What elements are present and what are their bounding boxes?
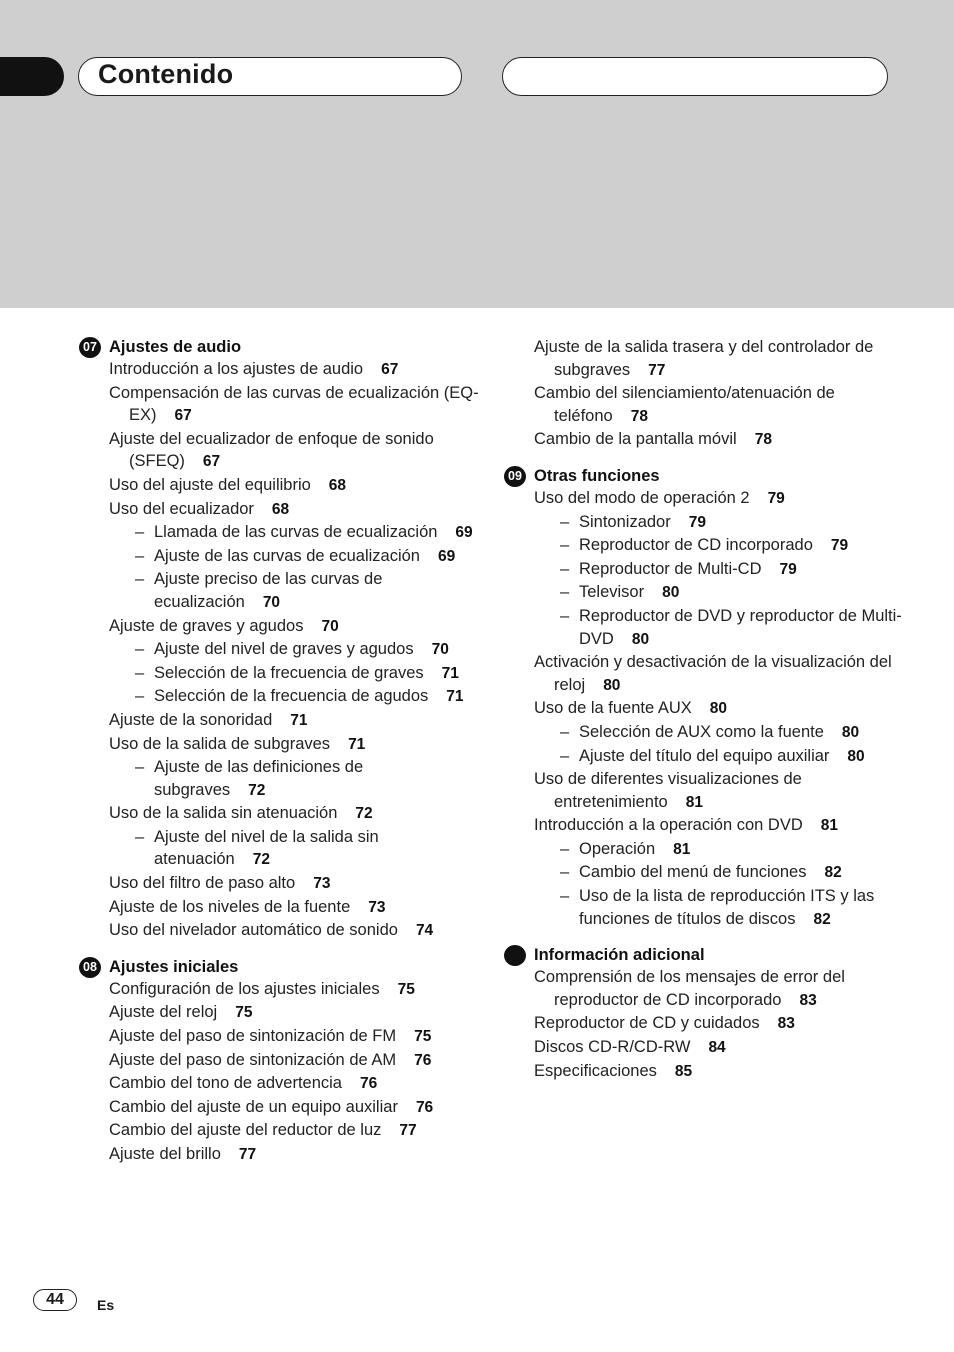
entry-page-number: 79 (830, 537, 849, 555)
entry-page-number: 71 (446, 688, 464, 706)
entry-page-number: 80 (847, 747, 865, 765)
dash-marker: – (560, 863, 570, 882)
entry-text: Selección de AUX como la fuente (579, 722, 824, 741)
entry-text: Uso del nivelador automático de sonido (109, 921, 398, 940)
section-title: Ajustes de audio (109, 338, 242, 356)
toc-entry (504, 487, 904, 511)
entry-text: Ajuste del ecualizador de enfoque de sonido (SFEQ) (109, 429, 434, 471)
entry-text: Sintonizador (579, 512, 671, 531)
entry-text: Uso de la salida de subgraves (109, 734, 331, 753)
entry-page-number: 78 (754, 431, 772, 449)
toc-subentry (79, 638, 479, 662)
entry-text: Ajuste del reloj (109, 1003, 218, 1022)
entry-text: Reproductor de Multi-CD (579, 559, 762, 578)
entry-page-number: 81 (820, 817, 838, 835)
dash-marker: – (135, 758, 145, 777)
entry-page-number: 72 (248, 781, 266, 799)
chapter-number-badge: 08 (79, 957, 101, 978)
entry-page-number: 76 (415, 1098, 434, 1116)
dash-marker: – (135, 827, 145, 846)
entry-text: Discos CD-R/CD-RW (534, 1038, 691, 1057)
entry-page-number: 68 (328, 476, 347, 494)
dash-marker: – (560, 559, 570, 578)
entry-text: Ajuste de graves y agudos (109, 616, 304, 635)
entry-page-number: 75 (397, 980, 415, 998)
entry-text: Selección de la frecuencia de graves (154, 663, 424, 682)
toc-entry (79, 474, 479, 498)
toc-entry (504, 336, 904, 382)
entry-page-number: 81 (685, 793, 703, 811)
entry-text: Cambio del tono de advertencia (109, 1074, 342, 1093)
toc-right-column (504, 336, 904, 1096)
entry-page-number: 80 (631, 630, 650, 648)
entry-text: Televisor (579, 583, 645, 602)
entry-page-number: 77 (238, 1146, 257, 1163)
toc-entry (79, 896, 479, 920)
entry-text: Llamada de las curvas de ecualización (154, 523, 438, 542)
entry-text: Ajuste de las curvas de ecualización (154, 546, 420, 565)
toc-section (504, 465, 904, 931)
toc-entry (79, 428, 479, 474)
entry-page-number: 71 (290, 711, 308, 729)
toc-entry (79, 872, 479, 896)
entry-page-number: 82 (813, 910, 831, 928)
entry-text: Especificaciones (534, 1061, 657, 1080)
dash-marker: – (560, 839, 570, 858)
chapter-number-badge: 09 (504, 466, 526, 487)
toc-subentry (504, 721, 904, 745)
entry-page-number: 79 (779, 560, 797, 578)
toc-subentry (504, 861, 904, 885)
toc-subentry (504, 581, 904, 605)
entry-page-number: 79 (688, 513, 706, 531)
toc-subentry (504, 745, 904, 769)
entry-page-number: 69 (437, 547, 456, 565)
toc-subentry (504, 534, 904, 558)
toc-entry (79, 1143, 479, 1167)
dash-marker: – (560, 583, 570, 602)
entry-text: Reproductor de CD incorporado (579, 536, 813, 555)
toc-subentry (79, 568, 479, 614)
toc-entry (504, 1036, 904, 1060)
section-heading (504, 465, 904, 487)
toc-subentry (504, 838, 904, 862)
entry-page-number: 80 (662, 584, 680, 602)
section-tab-marker (0, 57, 64, 96)
entry-page-number: 80 (841, 723, 860, 741)
dash-marker: – (560, 512, 570, 531)
entry-page-number: 67 (174, 407, 192, 425)
page-number: 44 (33, 1289, 77, 1311)
entry-text: Uso de la fuente AUX (534, 699, 692, 718)
toc-subentry (504, 605, 904, 651)
toc-entry (504, 1060, 904, 1084)
toc-left-column (79, 336, 479, 1180)
entry-text: Cambio de la pantalla móvil (534, 430, 737, 449)
toc-entry (79, 358, 479, 382)
toc-subentry (504, 558, 904, 582)
toc-entry (79, 1025, 479, 1049)
section-heading (504, 944, 904, 966)
dash-marker: – (135, 523, 145, 542)
entry-page-number: 75 (414, 1028, 432, 1046)
entry-page-number: 83 (799, 991, 817, 1009)
dash-marker: – (135, 663, 145, 682)
entry-page-number: 80 (709, 700, 728, 718)
entry-page-number: 78 (630, 407, 648, 425)
toc-entry (504, 768, 904, 814)
entry-text: Ajuste del paso de sintonización de FM (109, 1027, 397, 1046)
entry-text: Cambio del menú de funciones (579, 863, 807, 882)
chapter-number-badge: 07 (79, 337, 101, 358)
toc-entry (79, 919, 479, 943)
toc-subentry (504, 511, 904, 535)
toc-entry (79, 1072, 479, 1096)
entry-page-number: 85 (674, 1062, 693, 1080)
empty-header-box (502, 57, 888, 96)
dash-marker: – (135, 640, 145, 659)
entry-page-number: 73 (368, 898, 386, 916)
entry-text: Ajuste del nivel de la salida sin atenuación (154, 827, 379, 869)
entry-page-number: 77 (399, 1122, 417, 1140)
entry-page-number: 75 (235, 1004, 253, 1022)
entry-text: Uso del filtro de paso alto (109, 874, 296, 893)
dash-marker: – (560, 536, 570, 555)
entry-page-number: 71 (348, 735, 366, 753)
entry-text: Reproductor de CD y cuidados (534, 1014, 760, 1033)
toc-subentry (79, 756, 479, 802)
toc-entry (79, 1119, 479, 1143)
toc-subentry (79, 521, 479, 545)
entry-text: Selección de la frecuencia de agudos (154, 687, 429, 706)
dash-marker: – (135, 687, 145, 706)
entry-text: Ajuste del título del equipo auxiliar (579, 746, 830, 765)
section-title: Otras funciones (534, 466, 660, 485)
header-band (0, 0, 954, 308)
entry-page-number: 76 (359, 1075, 378, 1093)
entry-text: Introducción a la operación con DVD (534, 816, 803, 835)
toc-entry (79, 978, 479, 1002)
toc-entry (79, 1096, 479, 1120)
dash-marker: – (135, 546, 145, 565)
entry-page-number: 71 (441, 664, 459, 682)
entry-text: Introducción a los ajustes de audio (109, 360, 364, 378)
entry-text: Ajuste del paso de sintonización de AM (109, 1050, 397, 1069)
entry-page-number: 82 (824, 864, 842, 882)
entry-text: Ajuste del brillo (109, 1145, 221, 1163)
toc-section (79, 956, 479, 1167)
entry-text: Ajuste del nivel de graves y agudos (154, 640, 414, 659)
toc-subentry (79, 685, 479, 709)
entry-page-number: 69 (455, 524, 473, 542)
entry-text: Ajuste de la salida trasera y del controlador de subgraves (534, 338, 874, 379)
toc-entry (79, 1001, 479, 1025)
toc-entry (79, 802, 479, 826)
toc-entry (504, 382, 904, 428)
toc-subentry (504, 885, 904, 931)
toc-entry (79, 615, 479, 639)
entry-page-number: 80 (603, 676, 621, 694)
entry-page-number: 83 (777, 1015, 795, 1033)
entry-page-number: 74 (415, 922, 434, 940)
entry-text: Uso del ajuste del equilibrio (109, 475, 311, 494)
entry-text: Ajuste de los niveles de la fuente (109, 897, 351, 916)
toc-subentry (79, 545, 479, 569)
toc-entry (504, 697, 904, 721)
section-title: Información adicional (534, 946, 705, 965)
entry-text: Uso de diferentes visualizaciones de entretenimiento (534, 770, 802, 811)
toc-entry (504, 966, 904, 1012)
toc-entry (79, 709, 479, 733)
entry-text: Cambio del ajuste del reductor de luz (109, 1121, 382, 1140)
entry-text: Reproductor de DVD y reproductor de Multi-DVD (579, 606, 902, 648)
toc-subentry (79, 662, 479, 686)
toc-subentry (79, 826, 479, 872)
entry-text: Uso de la lista de reproducción ITS y las funciones de títulos de discos (579, 887, 875, 928)
dash-marker: – (560, 887, 570, 906)
entry-page-number: 72 (252, 851, 270, 869)
section-title: Ajustes iniciales (109, 957, 239, 976)
toc-entry (79, 1049, 479, 1073)
dash-marker: – (135, 570, 145, 589)
entry-page-number: 77 (648, 361, 666, 379)
toc-entry (504, 651, 904, 697)
toc-entry (79, 382, 479, 428)
entry-text: Comprensión de los mensajes de error del reproductor de CD incorporado (534, 968, 845, 1009)
entry-page-number: 72 (355, 805, 373, 823)
dash-marker: – (560, 722, 570, 741)
toc-entry (79, 733, 479, 757)
dash-marker: – (560, 606, 570, 625)
entry-page-number: 70 (431, 641, 449, 659)
entry-page-number: 67 (202, 453, 221, 471)
entry-page-number: 67 (381, 361, 399, 378)
entry-page-number: 73 (313, 875, 331, 893)
entry-page-number: 76 (414, 1051, 432, 1069)
entry-text: Operación (579, 839, 656, 858)
entry-text: Uso de la salida sin atenuación (109, 804, 338, 823)
entry-page-number: 84 (708, 1039, 726, 1057)
toc-entry (504, 1012, 904, 1036)
toc-entry (504, 814, 904, 838)
toc-entry (79, 498, 479, 522)
entry-text: Ajuste de la sonoridad (109, 710, 273, 729)
entry-text: Cambio del ajuste de un equipo auxiliar (109, 1097, 398, 1116)
page-title: Contenido (98, 59, 234, 89)
dash-marker: – (560, 746, 570, 765)
entry-page-number: 70 (262, 593, 281, 611)
entry-text: Uso del modo de operación 2 (534, 488, 750, 507)
section-heading (79, 956, 479, 978)
entry-text: Ajuste preciso de las curvas de ecualización (154, 570, 383, 611)
section-heading (79, 336, 479, 358)
chapter-number-badge (504, 945, 526, 966)
toc-section (79, 336, 479, 943)
toc-section (504, 944, 904, 1083)
toc-entry (504, 428, 904, 452)
entry-text: Configuración de los ajustes iniciales (109, 979, 380, 998)
entry-page-number: 70 (321, 617, 339, 635)
entry-page-number: 68 (271, 500, 290, 518)
language-code: Es (97, 1297, 115, 1313)
entry-text: Uso del ecualizador (109, 499, 254, 518)
entry-text: Ajuste de las definiciones de subgraves (154, 758, 364, 799)
entry-text: Activación y desactivación de la visualización del reloj (534, 653, 892, 694)
title-box (78, 57, 462, 96)
entry-page-number: 79 (767, 489, 785, 507)
entry-text: Cambio del silenciamiento/atenuación de teléfono (534, 384, 835, 425)
entry-text: Compensación de las curvas de ecualización (EQ-EX) (109, 383, 479, 425)
toc-section (504, 336, 904, 452)
entry-page-number: 81 (673, 840, 691, 858)
